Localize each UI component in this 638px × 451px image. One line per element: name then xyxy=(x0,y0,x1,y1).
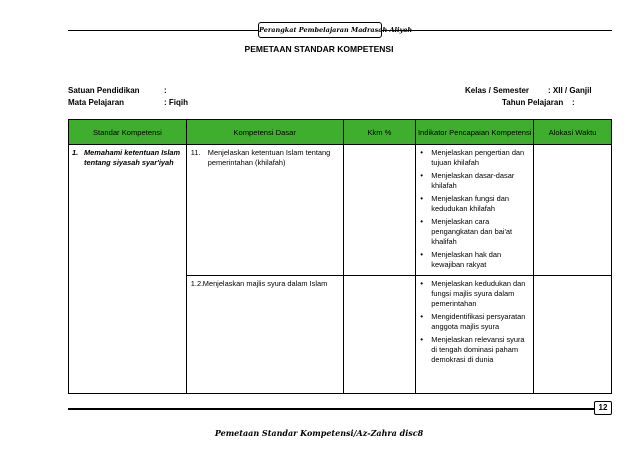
kd-cell xyxy=(186,145,343,276)
indikator-text: Mengidentifikasi persyaratan anggota majlis syura xyxy=(431,312,526,331)
kd-number: 1.2. xyxy=(190,279,204,288)
page-number: 12 xyxy=(594,401,612,415)
list-item xyxy=(420,194,529,214)
satuan-colon: : xyxy=(164,86,167,95)
kkm-cell xyxy=(343,276,416,394)
bullet-icon: • xyxy=(420,194,424,203)
indikator-text: Menjelaskan pengertian dan tujuan khilafah xyxy=(431,148,525,167)
indikator-text: Menjelaskan fungsi dan kedudukan khilafah xyxy=(431,194,509,213)
header-indikator: Indikator Pencapaian Kompetensi xyxy=(416,120,534,145)
alokasi-cell xyxy=(534,145,612,276)
indikator-text: Menjelaskan kedudukan dan fungsi majlis syura dalam pemerintahan xyxy=(431,279,526,308)
header-standar: Standar Kompetensi xyxy=(69,120,187,145)
bullet-icon: • xyxy=(420,279,424,288)
indikator-text: Menjelaskan dasar-dasar khilafah xyxy=(431,171,515,190)
list-item xyxy=(420,148,529,168)
standar-number: 1. xyxy=(72,148,79,157)
header-banner: Perangkat Pembelajaran Madrasah Aliyah xyxy=(258,22,382,38)
tahun-colon: : xyxy=(572,98,575,107)
footer-rule xyxy=(68,408,612,410)
footer-text: Pemetaan Standar Kompetensi/Az-Zahra disc8 xyxy=(214,428,424,438)
bullet-icon: • xyxy=(420,312,424,321)
standar-text: Memahami ketentuan Islam tentang siyasah syar'iyah xyxy=(84,148,181,167)
kd-text: Menjelaskan majlis syura dalam Islam xyxy=(202,279,328,288)
list-item xyxy=(420,171,529,191)
list-item xyxy=(420,217,529,247)
header-alokasi: Alokasi Waktu xyxy=(534,120,612,145)
list-item xyxy=(420,250,529,270)
indikator-cell xyxy=(416,276,534,394)
tahun-label: Tahun Pelajaran xyxy=(502,98,564,107)
alokasi-cell xyxy=(534,276,612,394)
competency-table xyxy=(68,119,612,394)
list-item xyxy=(420,312,529,332)
indikator-cell xyxy=(416,145,534,276)
list-item xyxy=(420,335,529,365)
bullet-icon: • xyxy=(420,148,424,157)
table-header-row xyxy=(69,120,612,145)
indikator-text: Menjelaskan hak dan kewajiban rakyat xyxy=(431,250,502,269)
table-row xyxy=(69,145,612,276)
mapel-label: Mata Pelajaran xyxy=(68,98,125,107)
kd-cell xyxy=(186,276,343,394)
bullet-icon: • xyxy=(420,217,424,226)
kelas-value: : XII / Ganjil xyxy=(548,86,592,95)
page-title: PEMETAAN STANDAR KOMPETENSI xyxy=(244,44,394,54)
kd-number: 11. xyxy=(190,148,201,157)
standar-cell xyxy=(69,145,187,394)
header-kkm: Kkm % xyxy=(343,120,416,145)
header-kompetensi-dasar: Kompetensi Dasar xyxy=(186,120,343,145)
kd-text: Menjelaskan ketentuan Islam tentang pemerintahan (khilafah) xyxy=(207,148,331,167)
bullet-icon: • xyxy=(420,250,424,259)
kelas-label: Kelas / Semester xyxy=(465,86,530,95)
kkm-cell xyxy=(343,145,416,276)
indikator-text: Menjelaskan cara pengangkatan dan bai'at khalifah xyxy=(431,217,513,246)
indikator-text: Menjelaskan relevansi syura di tengah dominasi paham demokrasi di dunia xyxy=(431,335,525,364)
bullet-icon: • xyxy=(420,335,424,344)
list-item xyxy=(420,279,529,309)
bullet-icon: • xyxy=(420,171,424,180)
mapel-value: : Fiqih xyxy=(164,98,188,107)
satuan-label: Satuan Pendidikan xyxy=(68,86,140,95)
